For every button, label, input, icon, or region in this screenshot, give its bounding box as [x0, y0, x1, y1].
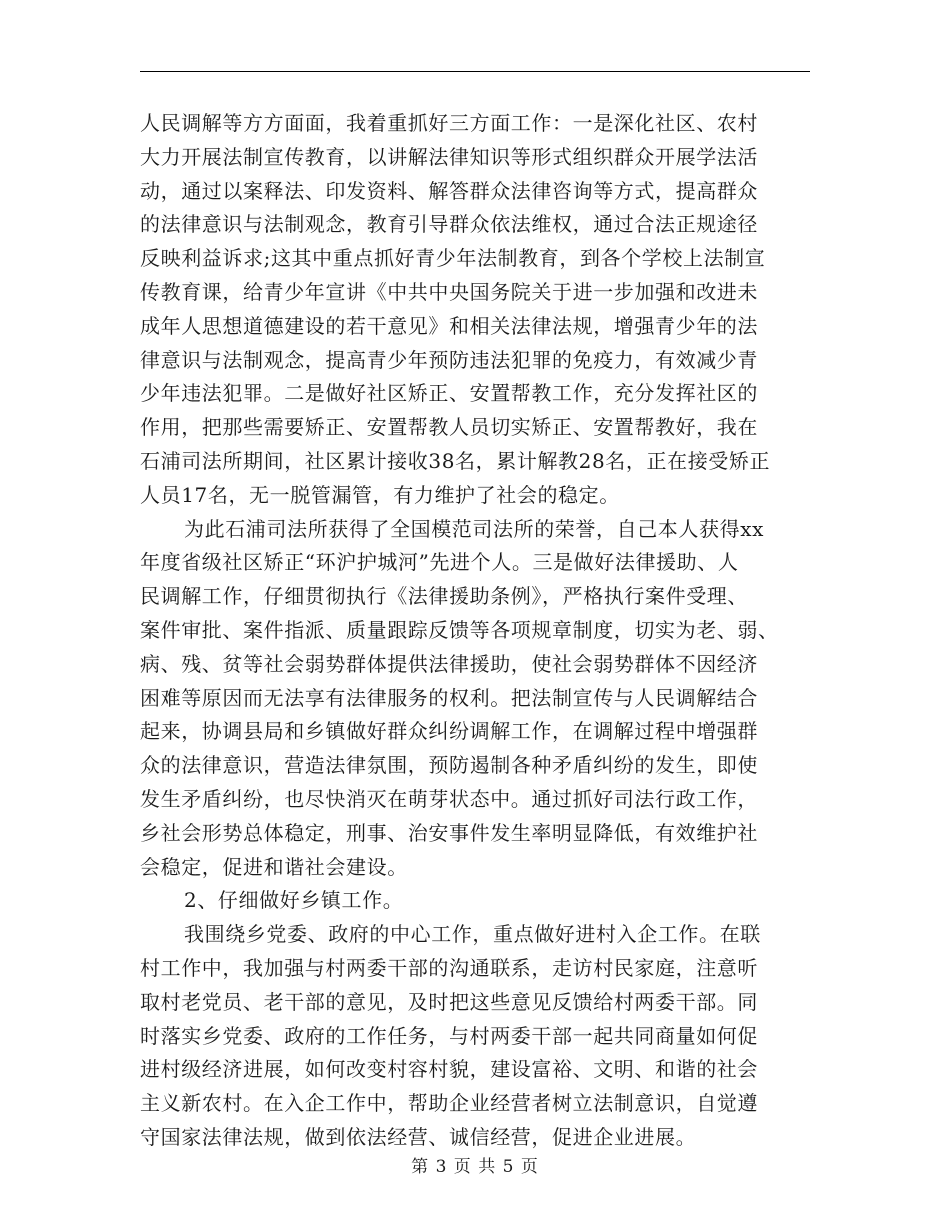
- text-line: 石浦司法所期间，社区累计接收38名，累计解教28名，正在接受矫正: [140, 448, 771, 473]
- text-line: 主义新农村。在入企工作中，帮助企业经营者树立法制意识，自觉遵: [140, 1091, 758, 1116]
- text-line: 病、残、贫等社会弱势群体提供法律援助，使社会弱势群体不因经济: [140, 651, 758, 676]
- text-line: 反映利益诉求;这其中重点抓好青少年法制教育，到各个学校上法制宣: [140, 246, 766, 271]
- page-number-footer: 第 3 页 共 5 页: [411, 1157, 539, 1177]
- text-line: 人民调解等方方面面，我着重抓好三方面工作：一是深化社区、农村: [140, 111, 758, 135]
- section-heading: 2、仔细做好乡镇工作。: [184, 888, 404, 913]
- text-line: 困难等原因而无法享有法律服务的权利。把法制宣传与人民调解结合: [140, 685, 758, 710]
- text-line: 民调解工作，仔细贯彻执行《法律援助条例》，严格执行案件受理、: [140, 584, 748, 609]
- text-line: 村工作中，我加强与村两委干部的沟通联系，走访村民家庭，注意听: [140, 955, 758, 980]
- text-line: 年度省级社区矫正“环沪护城河”先进个人。三是做好法律援助、人: [140, 550, 739, 575]
- text-line: 进村级经济进展，如何改变村容村貌，建设富裕、文明、和谐的社会: [140, 1057, 758, 1082]
- text-line: 作用，把那些需要矫正、安置帮教人员切实矫正、安置帮教好，我在: [140, 415, 758, 440]
- text-line: 大力开展法制宣传教育，以讲解法律知识等形式组织群众开展学法活: [140, 144, 758, 169]
- header-rule: [140, 71, 810, 72]
- text-line: 取村老党员、老干部的意见，及时把这些意见反馈给村两委干部。同: [140, 989, 758, 1014]
- text-line: 的法律意识与法制观念，教育引导群众依法维权，通过合法正规途径: [140, 212, 758, 237]
- text-line: 乡社会形势总体稳定，刑事、治安事件发生率明显降低，有效维护社: [140, 820, 758, 845]
- text-line: 案件审批、案件指派、质量跟踪反馈等各项规章制度，切实为老、弱、: [140, 617, 779, 642]
- paragraph-first-line: 我围绕乡党委、政府的中心工作，重点做好进村入企工作。在联: [184, 922, 761, 947]
- text-line: 少年违法犯罪。二是做好社区矫正、安置帮教工作，充分发挥社区的: [140, 381, 758, 406]
- text-line: 起来，协调县局和乡镇做好群众纠纷调解工作，在调解过程中增强群: [140, 719, 758, 744]
- text-line: 律意识与法制观念，提高青少年预防违法犯罪的免疫力，有效减少青: [140, 347, 758, 372]
- text-line: 人员17名，无一脱管漏管，有力维护了社会的稳定。: [140, 482, 620, 507]
- text-line: 发生矛盾纠纷，也尽快消灭在萌芽状态中。通过抓好司法行政工作，: [140, 786, 758, 811]
- text-line: 动，通过以案释法、印发资料、解答群众法律咨询等方式，提高群众: [140, 178, 758, 203]
- text-line: 会稳定，促进和谐社会建设。: [140, 854, 408, 879]
- text-line: 成年人思想道德建设的若干意见》和相关法律法规，增强青少年的法: [140, 313, 758, 338]
- text-line: 众的法律意识，营造法律氛围，预防遏制各种矛盾纠纷的发生，即使: [140, 753, 758, 778]
- text-line: 传教育课，给青少年宣讲《中共中央国务院关于进一步加强和改进未: [140, 279, 758, 304]
- paragraph-first-line: 为此石浦司法所获得了全国模范司法所的荣誉，自己本人获得xx: [184, 516, 764, 541]
- text-line: 守国家法律法规，做到依法经营、诚信经营，促进企业进展。: [140, 1124, 697, 1149]
- text-line: 时落实乡党委、政府的工作任务，与村两委干部一起共同商量如何促: [140, 1023, 758, 1048]
- body-text: [140, 107, 810, 1155]
